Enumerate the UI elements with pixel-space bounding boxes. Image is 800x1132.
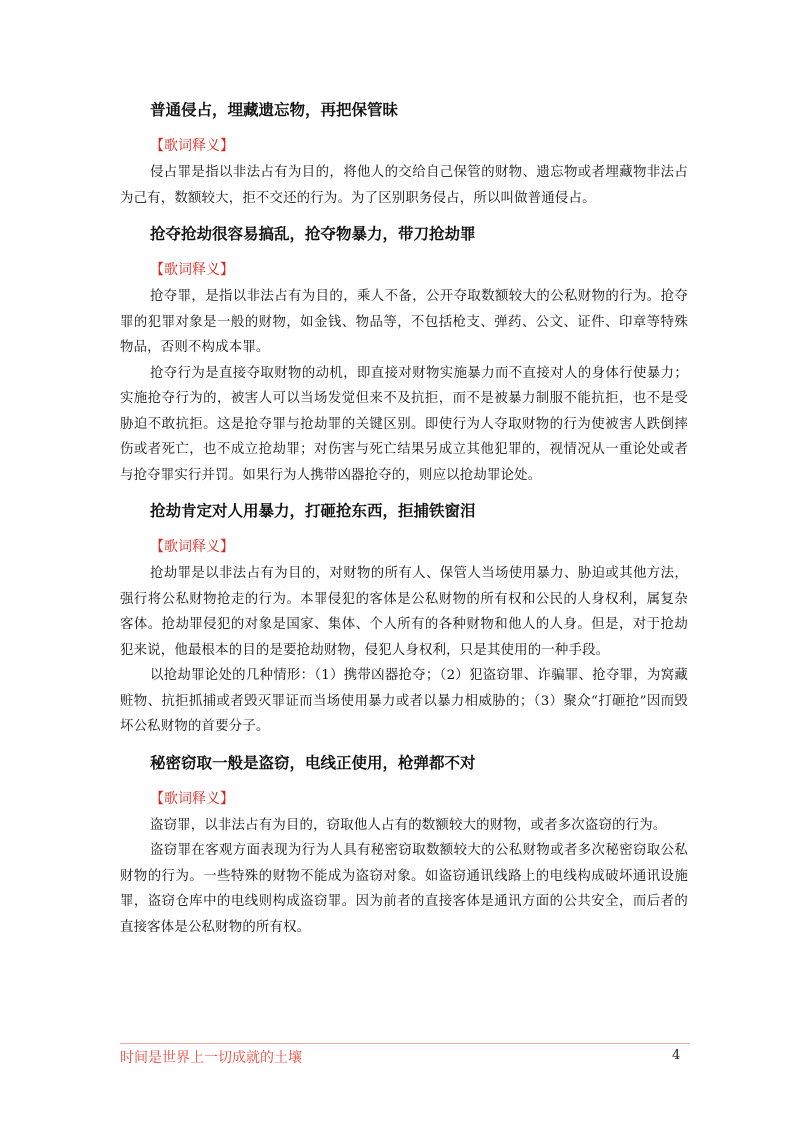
lyric-explanation-tag: 【歌词释义】 xyxy=(150,262,234,278)
footer-divider xyxy=(120,1043,690,1044)
section-heading: 普通侵占，埋藏遗忘物，再把保管昧 xyxy=(150,101,399,119)
paragraph: 侵占罪是指以非法占有为目的，将他人的交给自己保管的财物、遗忘物或者埋藏物非法占为己有，数额较大，拒不交还的行为。为了区别职务侵占，所以叫做普通侵占。 xyxy=(120,165,688,206)
paragraph: 抢夺行为是直接夺取财物的动机，即直接对财物实施暴力而不直接对人的身体行使暴力；实施抢夺行为的，被害人可以当场发觉但来不及抗拒，而不是被暴力制服不能抗拒，也不是受胁迫不敢抗拒。这是抢夺罪与抢劫罪的关键区别。即使行为人夺取财物的行为使被害人跌倒摔伤或者死亡，也不成立抢劫罪；对伤害与死亡结果另成立其他犯罪的，视情况从一重论处或者与抢夺罪实行并罚。如果行为人携带凶器抢夺的，则应以抢劫罪论处。 xyxy=(120,365,688,483)
lyric-explanation-tag: 【歌词释义】 xyxy=(150,539,234,555)
paragraph: 盗窃罪，以非法占有为目的，窃取他人占有的数额较大的财物，或者多次盗窃的行为。 xyxy=(150,817,667,833)
section-heading: 抢劫肯定对人用暴力，打砸抢东西，拒捕铁窗泪 xyxy=(150,502,476,520)
paragraph: 抢劫罪是以非法占有为目的，对财物的所有人、保管人当场使用暴力、胁迫或其他方法，强行将公私财物抢走的行为。本罪侵犯的客体是公私财物的所有权和公民的人身权利，属复杂客体。抢劫罪侵犯的对象是国家、集体、个人所有的各种财物和他人的人身。但是，对于抢劫犯来说，他最根本的目的是要抢劫财物，侵犯人身权利，只是其使用的一种手段。 xyxy=(120,566,688,658)
paragraph: 盗窃罪在客观方面表现为行为人具有秘密窃取数额较大的公私财物或者多次秘密窃取公私财物的行为。一些特殊的财物不能成为盗窃对象。如盗窃通讯线路上的电线构成破坏通讯设施罪，盗窃仓库中的电线则构成盗窃罪。因为前者的直接客体是通讯方面的公共安全，而后者的直接客体是公私财物的所有权。 xyxy=(120,843,688,935)
section-heading: 秘密窃取一般是盗窃，电线正使用，枪弹都不对 xyxy=(150,753,476,772)
paragraph: 抢夺罪，是指以非法占有为目的，乘人不备，公开夺取数额较大的公私财物的行为。抢夺罪的犯罪对象是一般的财物，如金钱、物品等，不包括枪支、弹药、公文、证件、印章等特殊物品，否则不构成本罪。 xyxy=(120,289,688,355)
section-theft xyxy=(120,751,688,941)
section-embezzlement xyxy=(120,98,688,211)
paragraph: 以抢劫罪论处的几种情形：（1）携带凶器抢夺；（2）犯盗窃罪、诈骗罪、抢夺罪，为窝藏赃物、抗拒抓捕或者毁灭罪证而当场使用暴力或者以暴力相威胁的；（3）聚众“打砸抢”因而毁坏公私财物的首要分子。 xyxy=(120,668,688,734)
section-heading: 抢夺抢劫很容易搞乱，抢夺物暴力，带刀抢劫罪 xyxy=(150,225,476,243)
page-content xyxy=(120,98,688,940)
section-snatching xyxy=(120,222,688,488)
lyric-explanation-tag: 【歌词释义】 xyxy=(150,138,234,154)
lyric-explanation-tag: 【歌词释义】 xyxy=(150,790,234,807)
footer-motto: 时间是世界上一切成就的土壤 xyxy=(120,1050,302,1066)
page-number: 4 xyxy=(672,1048,681,1063)
section-robbery xyxy=(120,499,688,740)
